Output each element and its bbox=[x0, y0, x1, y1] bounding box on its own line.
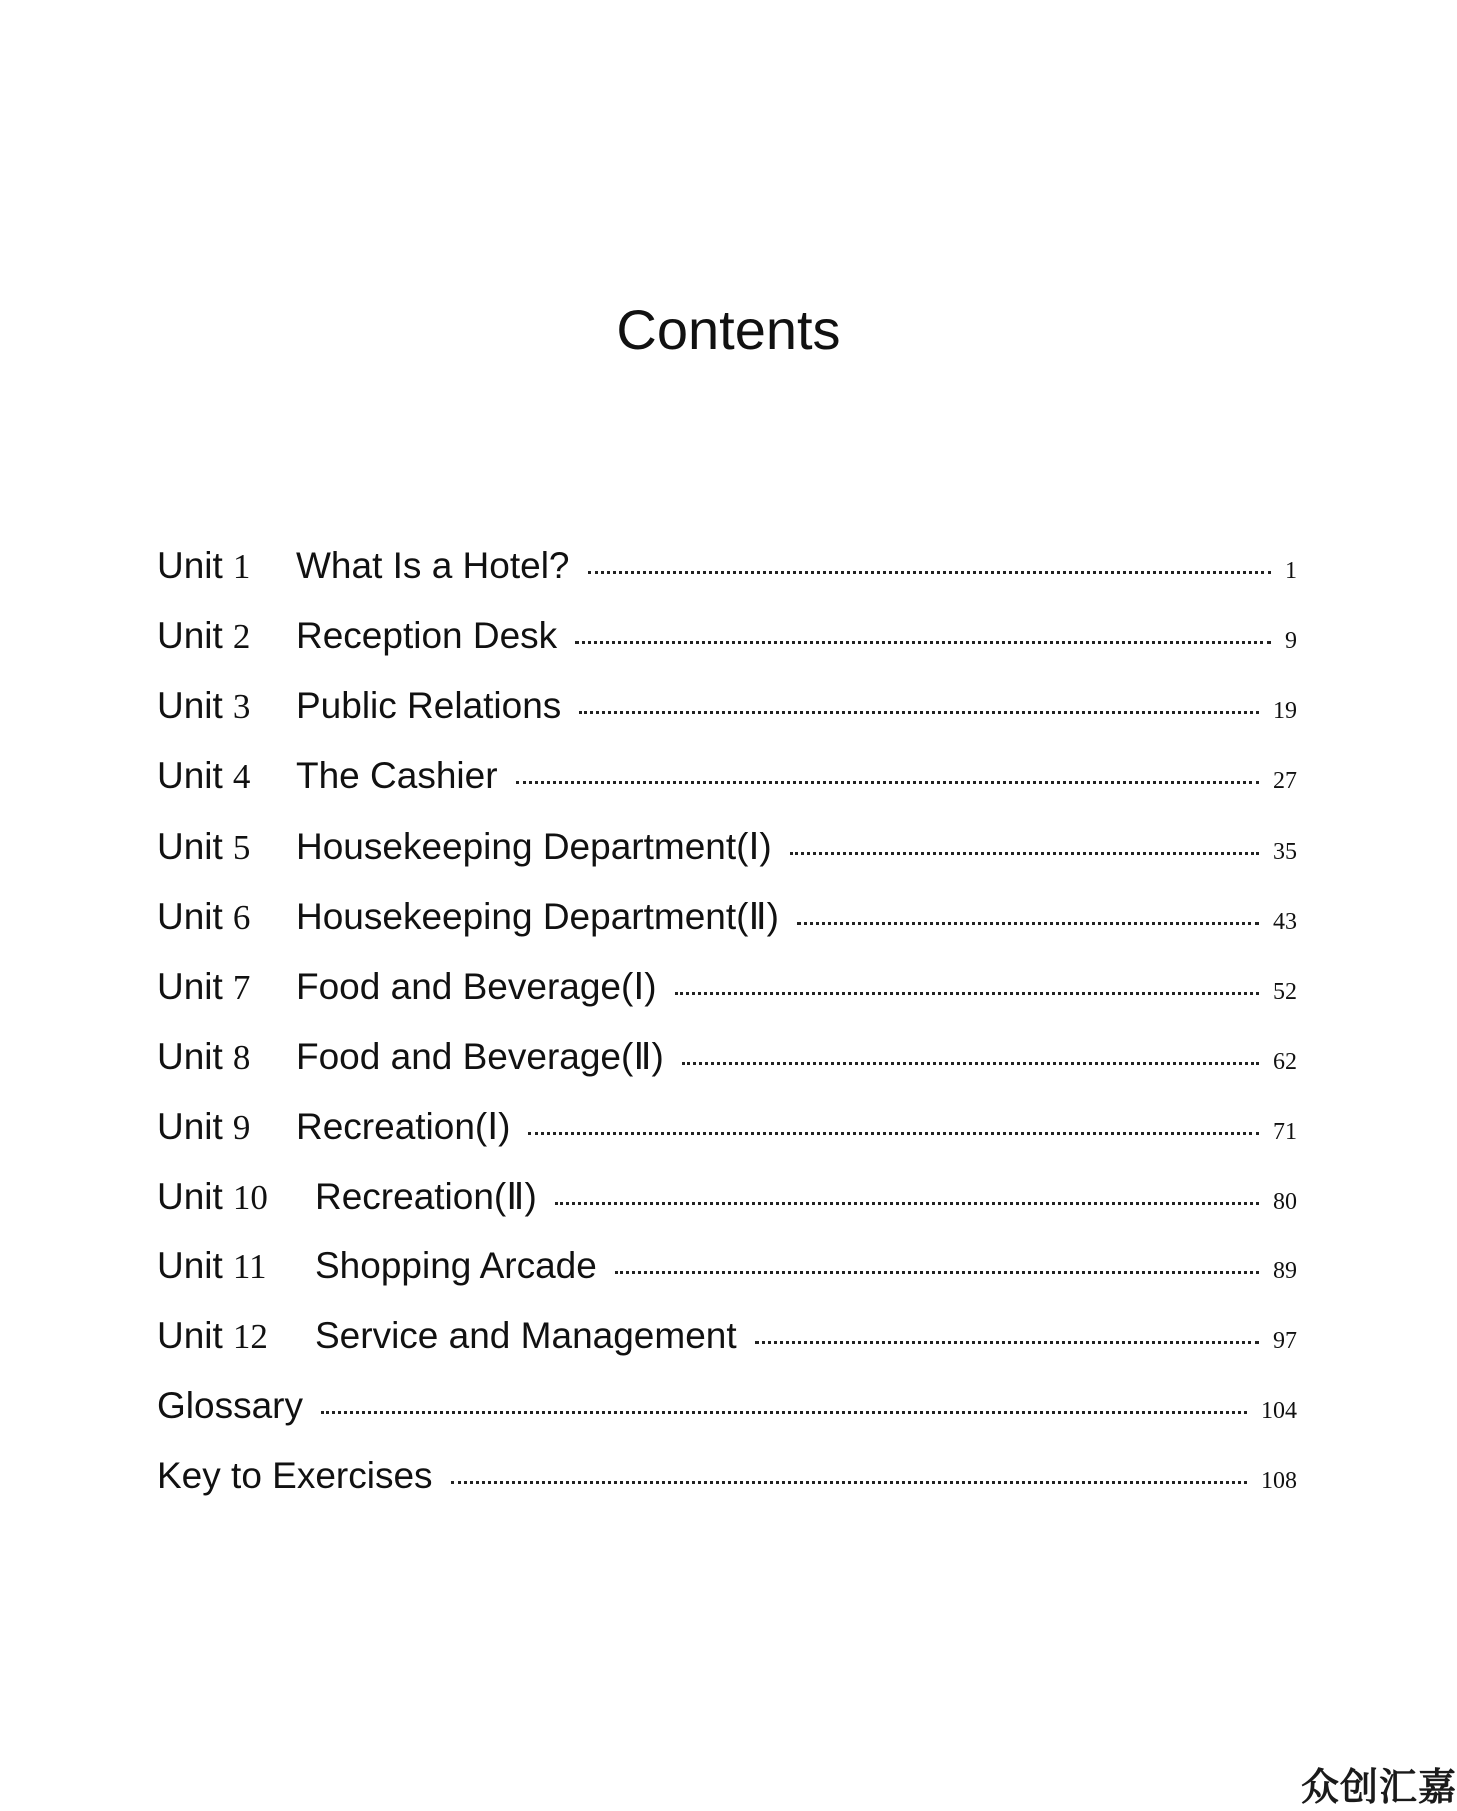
table-of-contents bbox=[157, 545, 1297, 1525]
toc-entry[interactable] bbox=[157, 1175, 1297, 1245]
entry-title: Shopping Arcade bbox=[315, 1245, 597, 1286]
page-number: 62 bbox=[1273, 1049, 1297, 1075]
unit-prefix bbox=[157, 685, 296, 727]
unit-number: 12 bbox=[232, 1317, 268, 1356]
page-number: 43 bbox=[1273, 909, 1297, 935]
dot-leader bbox=[755, 1341, 1259, 1344]
dot-leader bbox=[797, 922, 1259, 925]
dot-leader bbox=[675, 992, 1259, 995]
dot-leader bbox=[528, 1132, 1259, 1135]
entry-title: What Is a Hotel? bbox=[296, 545, 570, 586]
unit-prefix bbox=[157, 615, 296, 657]
page-number: 19 bbox=[1273, 698, 1297, 724]
page-number: 52 bbox=[1273, 979, 1297, 1005]
unit-number: 5 bbox=[232, 828, 251, 867]
unit-prefix bbox=[157, 755, 296, 797]
unit-number: 2 bbox=[232, 617, 251, 656]
unit-label: Unit bbox=[157, 1315, 223, 1356]
unit-label: Unit bbox=[157, 966, 223, 1007]
page-number: 108 bbox=[1261, 1468, 1297, 1494]
toc-entry[interactable] bbox=[157, 755, 1297, 825]
page-number: 35 bbox=[1273, 839, 1297, 865]
toc-entry[interactable] bbox=[157, 1385, 1297, 1455]
unit-number: 10 bbox=[232, 1178, 268, 1217]
page-number: 97 bbox=[1273, 1328, 1297, 1354]
unit-prefix bbox=[157, 826, 296, 868]
unit-label: Unit bbox=[157, 615, 223, 656]
entry-title: Food and Beverage(Ⅱ) bbox=[296, 1036, 664, 1077]
toc-entry[interactable] bbox=[157, 1315, 1297, 1385]
toc-entry[interactable] bbox=[157, 895, 1297, 965]
dot-leader bbox=[575, 641, 1271, 644]
unit-label: Unit bbox=[157, 755, 223, 796]
dot-leader bbox=[555, 1202, 1259, 1205]
unit-label: Unit bbox=[157, 826, 223, 867]
entry-title: Housekeeping Department(Ⅰ) bbox=[296, 826, 772, 867]
dot-leader bbox=[579, 711, 1259, 714]
page-number: 1 bbox=[1285, 558, 1297, 584]
unit-prefix bbox=[157, 966, 296, 1008]
unit-prefix bbox=[157, 545, 296, 587]
unit-number: 9 bbox=[232, 1108, 251, 1147]
unit-prefix bbox=[157, 896, 296, 938]
unit-label: Unit bbox=[157, 1106, 223, 1147]
unit-label: Unit bbox=[157, 1036, 223, 1077]
unit-label: Unit bbox=[157, 1245, 223, 1286]
unit-label: Unit bbox=[157, 685, 223, 726]
toc-entry[interactable] bbox=[157, 1245, 1297, 1315]
toc-entry[interactable] bbox=[157, 965, 1297, 1035]
entry-title: Service and Management bbox=[315, 1315, 737, 1356]
toc-entry[interactable] bbox=[157, 1455, 1297, 1525]
unit-number: 7 bbox=[232, 968, 251, 1007]
page-number: 71 bbox=[1273, 1119, 1297, 1145]
dot-leader bbox=[588, 571, 1271, 574]
entry-title: The Cashier bbox=[296, 755, 498, 796]
page-number: 104 bbox=[1261, 1398, 1297, 1424]
toc-entry[interactable] bbox=[157, 545, 1297, 615]
toc-entry[interactable] bbox=[157, 825, 1297, 895]
entry-title: Reception Desk bbox=[296, 615, 558, 656]
unit-label: Unit bbox=[157, 545, 223, 586]
page-number: 89 bbox=[1273, 1258, 1297, 1284]
unit-number: 11 bbox=[232, 1247, 267, 1286]
dot-leader bbox=[516, 781, 1259, 784]
page-title: Contents bbox=[616, 298, 841, 361]
unit-label: Unit bbox=[157, 1176, 223, 1217]
entry-title: Recreation(Ⅰ) bbox=[296, 1106, 511, 1147]
dot-leader bbox=[790, 852, 1259, 855]
toc-entry[interactable] bbox=[157, 615, 1297, 685]
watermark-logo: 众创汇嘉 bbox=[1300, 1765, 1457, 1809]
dot-leader bbox=[321, 1411, 1247, 1414]
dot-leader bbox=[451, 1481, 1247, 1484]
page-number: 27 bbox=[1273, 768, 1297, 794]
entry-title: Housekeeping Department(Ⅱ) bbox=[296, 896, 780, 937]
unit-label: Unit bbox=[157, 896, 223, 937]
entry-title: Recreation(Ⅱ) bbox=[315, 1176, 537, 1217]
toc-entry[interactable] bbox=[157, 1105, 1297, 1175]
toc-entry[interactable] bbox=[157, 685, 1297, 755]
unit-number: 4 bbox=[232, 757, 251, 796]
toc-entry[interactable] bbox=[157, 1035, 1297, 1105]
unit-number: 1 bbox=[232, 547, 251, 586]
unit-prefix bbox=[157, 1176, 315, 1218]
entry-title: Key to Exercises bbox=[157, 1455, 433, 1496]
page-number: 9 bbox=[1285, 628, 1297, 654]
page-number: 80 bbox=[1273, 1189, 1297, 1215]
unit-prefix bbox=[157, 1315, 315, 1357]
entry-title: Glossary bbox=[157, 1385, 303, 1426]
dot-leader bbox=[615, 1271, 1259, 1274]
unit-prefix bbox=[157, 1036, 296, 1078]
entry-title: Public Relations bbox=[296, 685, 562, 726]
dot-leader bbox=[682, 1062, 1259, 1065]
unit-number: 6 bbox=[232, 898, 251, 937]
unit-prefix bbox=[157, 1106, 296, 1148]
unit-number: 3 bbox=[232, 687, 251, 726]
entry-title: Food and Beverage(Ⅰ) bbox=[296, 966, 657, 1007]
unit-number: 8 bbox=[232, 1038, 251, 1077]
unit-prefix bbox=[157, 1245, 315, 1287]
